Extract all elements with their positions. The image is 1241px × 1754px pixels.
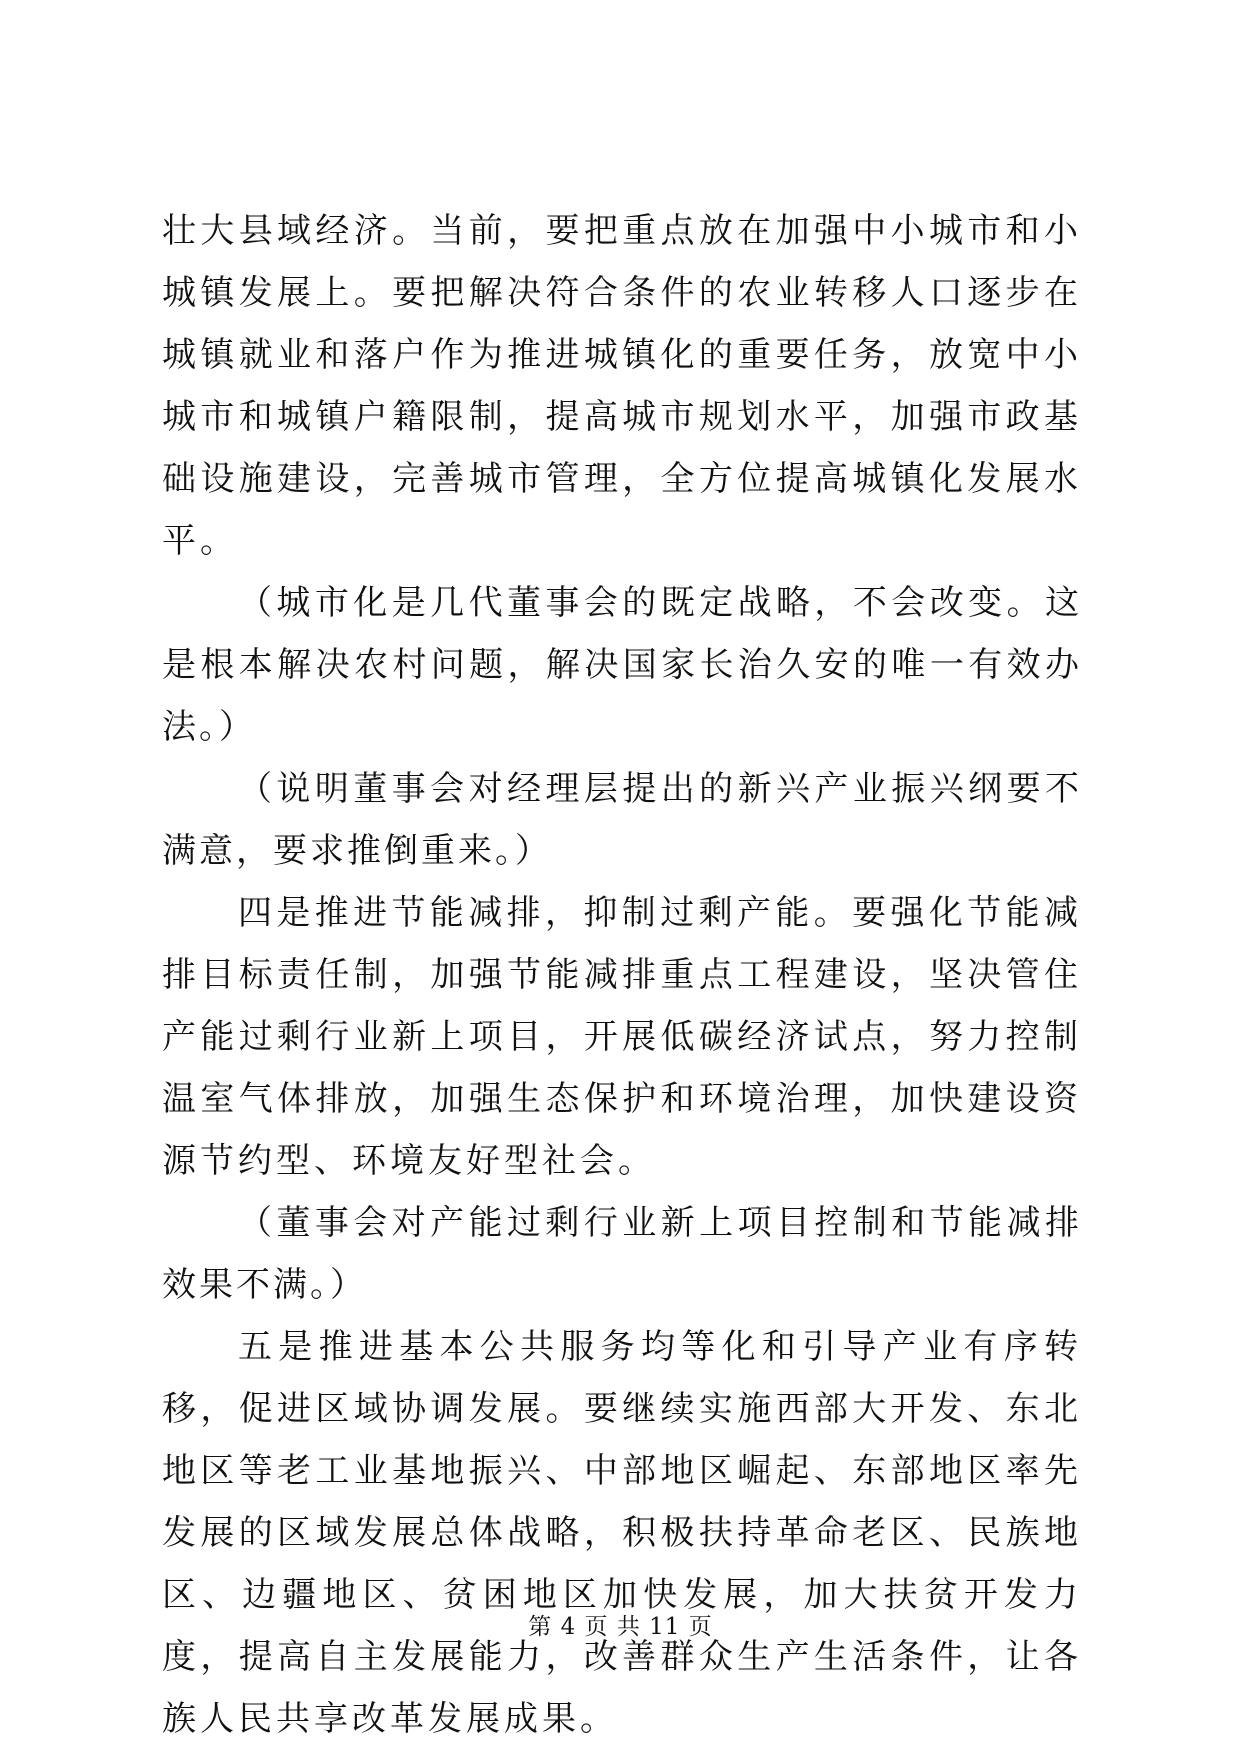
document-body: [162, 200, 1082, 1750]
paragraph-urbanization-continued: 壮大县域经济。当前，要把重点放在加强中小城市和小城镇发展上。要把解决符合条件的农业转移人口逐步在城镇就业和落户作为推进城镇化的重要任务，放宽中小城市和城镇户籍限制，提高城市规划水平，加强市政基础设施建设，完善城市管理，全方位提高城镇化发展水平。: [162, 211, 1082, 561]
paragraph-note-emerging-industries: （说明董事会对经理层提出的新兴产业振兴纲要不满意，要求推倒重来。）: [162, 769, 1082, 871]
paragraph-point-four: 四是推进节能减排，抑制过剩产能。要强化节能减排目标责任制，加强节能减排重点工程建设，坚决管住产能过剩行业新上项目，开展低碳经济试点，努力控制温室气体排放，加强生态保护和环境治理，加快建设资源节约型、环境友好型社会。: [162, 893, 1082, 1181]
paragraph-point-five: 五是推进基本公共服务均等化和引导产业有序转移，促进区域协调发展。要继续实施西部大开发、东北地区等老工业基地振兴、中部地区崛起、东部地区率先发展的区域发展总体战略，积极扶持革命老区、民族地区、边疆地区、贫困地区加快发展，加大扶贫开发力度，提高自主发展能力，改善群众生产生活条件，让各族人民共享改革发展成果。: [162, 1327, 1082, 1739]
paragraph-note-overcapacity: （董事会对产能过剩行业新上项目控制和节能减排效果不满。）: [162, 1203, 1082, 1305]
paragraph-note-urbanization-strategy: （城市化是几代董事会的既定战略，不会改变。这是根本解决农村问题，解决国家长治久安的唯一有效办法。）: [162, 583, 1082, 747]
page-number-footer: 第 4 页 共 11 页: [528, 1614, 713, 1640]
